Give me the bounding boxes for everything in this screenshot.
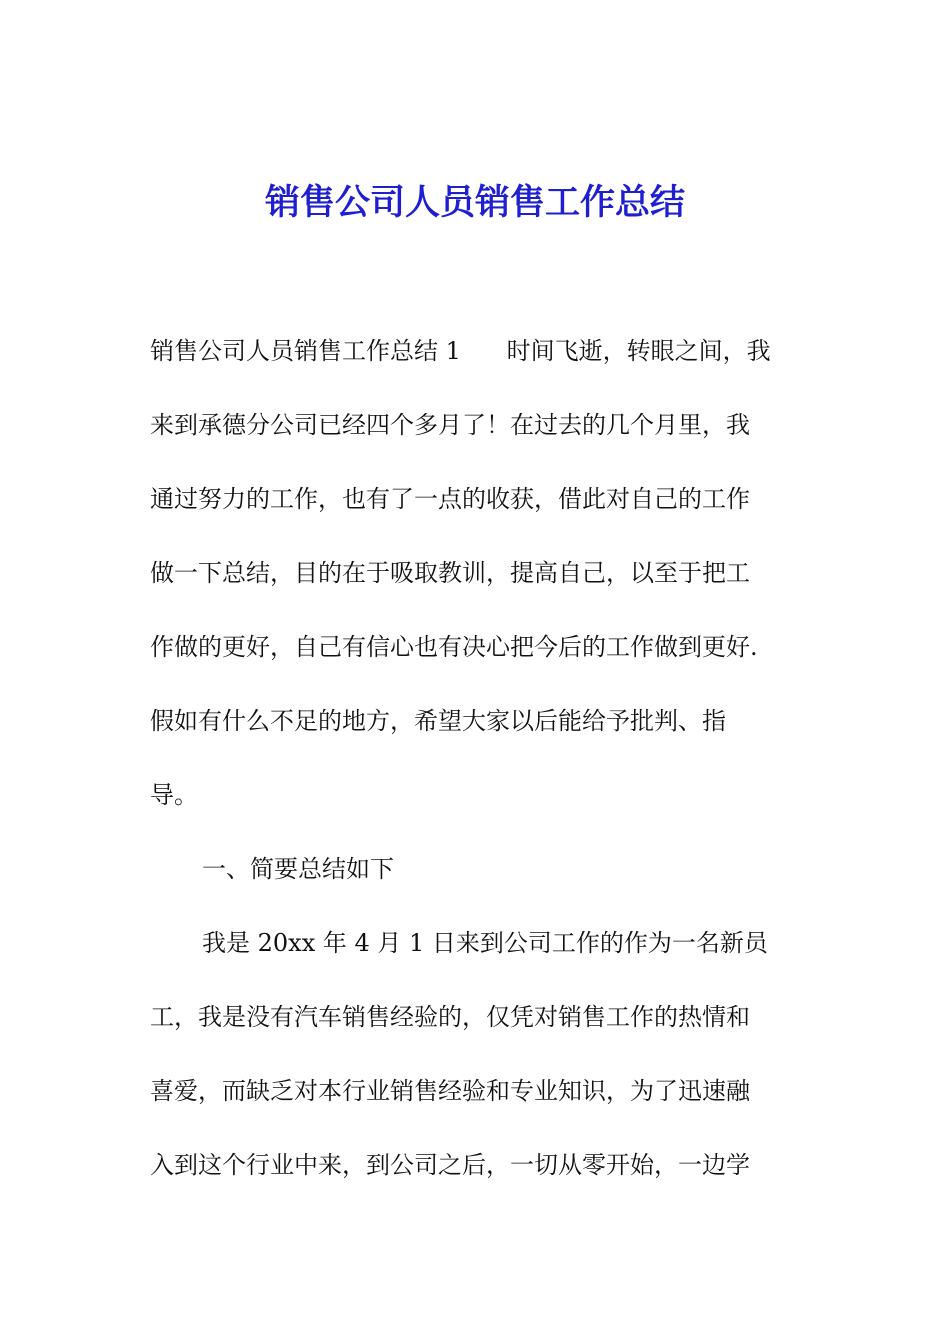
paragraph-line-5: 作做的更好，自己有信心也有决心把今后的工作做到更好.	[150, 633, 758, 661]
paragraph-line-11: 喜爱，而缺乏对本行业销售经验和专业知识，为了迅速融	[150, 1077, 750, 1105]
paragraph-line-3: 通过努力的工作，也有了一点的收获，借此对自己的工作	[150, 485, 750, 513]
paragraph-line-7: 导。	[150, 781, 198, 809]
paragraph-line-9: 我是 20xx 年 4 月 1 日来到公司工作的作为一名新员	[202, 929, 768, 957]
document-title: 销售公司人员销售工作总结	[264, 182, 685, 223]
paragraph-line-1: 销售公司人员销售工作总结 1 时间飞逝，转眼之间，我	[150, 337, 771, 365]
paragraph-line-12: 入到这个行业中来，到公司之后，一切从零开始，一边学	[150, 1151, 750, 1179]
paragraph-line-10: 工，我是没有汽车销售经验的，仅凭对销售工作的热情和	[150, 1003, 750, 1031]
paragraph-line-2: 来到承德分公司已经四个多月了！在过去的几个月里，我	[150, 411, 750, 439]
paragraph-line-6: 假如有什么不足的地方，希望大家以后能给予批判、指	[150, 707, 726, 735]
section-heading: 一、简要总结如下	[202, 855, 394, 883]
paragraph-line-4: 做一下总结，目的在于吸取教训，提高自己，以至于把工	[150, 559, 750, 587]
